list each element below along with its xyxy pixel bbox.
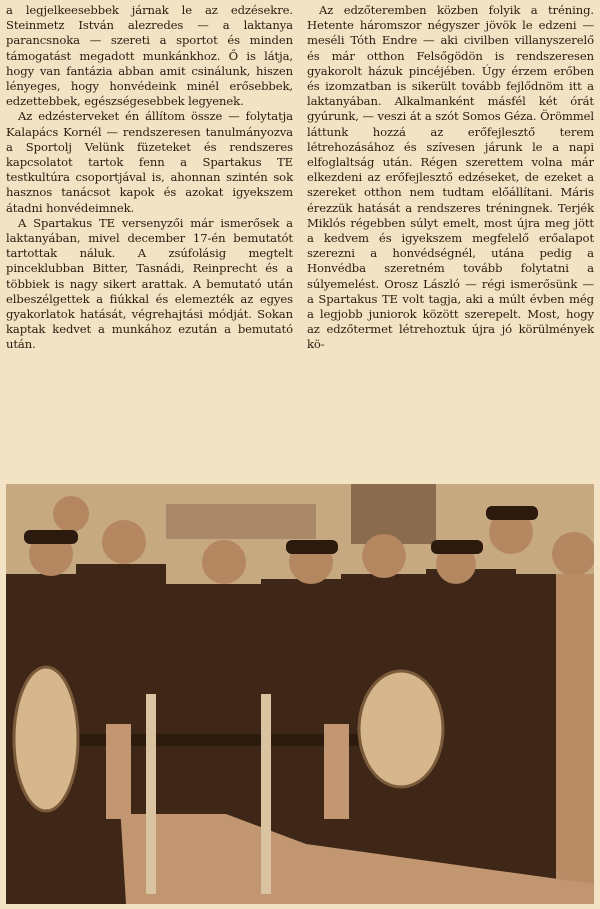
paragraph: Az edzőteremben közben folyik a tréning. Hetente háromszor négyszer jövök le edzeni — meséli Tóth Endre — aki civilben villanyszerelő és már otthon Felsőgödön is rendszeresen gyakorolt házuk pincéjében. Úgy érzem erőben és izomzatban is sikerült tovább fejlődnöm itt a laktanyában. Alkalmanként másfél két órát gyúrunk, — veszi át a szót Somos Géza. Örömmel láttunk hozzá az erőfejlesztő terem létrehozásához és szívesen járunk le a napi elfoglaltság után. Régen szerettem volna már elkezdeni az erőfejlesztő edzéseket, de ezeket a szereket otthon nem tudtam előállítani. Máris érezzük hatását a rendszeres tréningnek. Terjék Miklós régebben súlyt emelt, most újra meg jött a kedvem és igyekszem megfelelő erőalapot szerezni a honvédségnél, utána pedig a Honvédba szeretném tovább folytatni a súlyemelést. Orosz László — régi ismerősünk — a Spartakus TE volt tagja, aki a múlt évben még a legjobb juniorok között szerepelt. Most, hogy az edzőtermet létrehoztuk újra jó körülmények kö- — [307, 3, 594, 352]
bench-upright — [146, 694, 156, 894]
article-column-left — [6, 3, 293, 473]
radio-on-shelf — [166, 504, 316, 539]
weightlifting-photo — [6, 484, 594, 904]
photo-illustration — [6, 484, 594, 904]
paragraph: a legjelkeesebbek járnak le az edzésekre. Steinmetz István alezredes — a laktanya parancsnoka — szereti a sportot és minden támogatást megadott munkánkhoz. Ő is látja, hogy van fantázia abban amit csinálunk, hiszen lényeges, hogy honvédeink minél erősebbek, edzettebbek, egészségesebbek legyenek. — [6, 3, 293, 109]
bench-upright — [261, 694, 271, 894]
article-column-right — [307, 3, 594, 473]
paragraph: Az edzésterveket én állítom össze — folytatja Kalapács Kornél — rendszeresen tanulmányozva a Sportolj Velünk füzeteket és rendszeres kapcsolatot tartok fenn a Spartakus TE testkultúra csoportjával is, ahonnan szintén sok hasznos tanácsot kapok és azokat igyekszem átadni honvédeimnek. — [6, 109, 293, 215]
barbell-plate-right — [359, 671, 443, 787]
article-text — [6, 3, 594, 473]
paragraph: A Spartakus TE versenyzői már ismerősek a laktanyában, mivel december 17-én bemutatót tartottak náluk. A zsúfolásig megtelt pinceklubban Bitter, Tasnádi, Reinprecht és a többiek is nagy sikert arattak. A bemutató után elbeszélgettek a fiúkkal és elemezték az egyes gyakorlatok hatását, végrehajtási módját. Sokan kaptak kedvet a munkához ezután a bemutató után. — [6, 215, 293, 352]
wall-picture — [351, 484, 436, 544]
barbell-plate-left — [14, 667, 78, 811]
